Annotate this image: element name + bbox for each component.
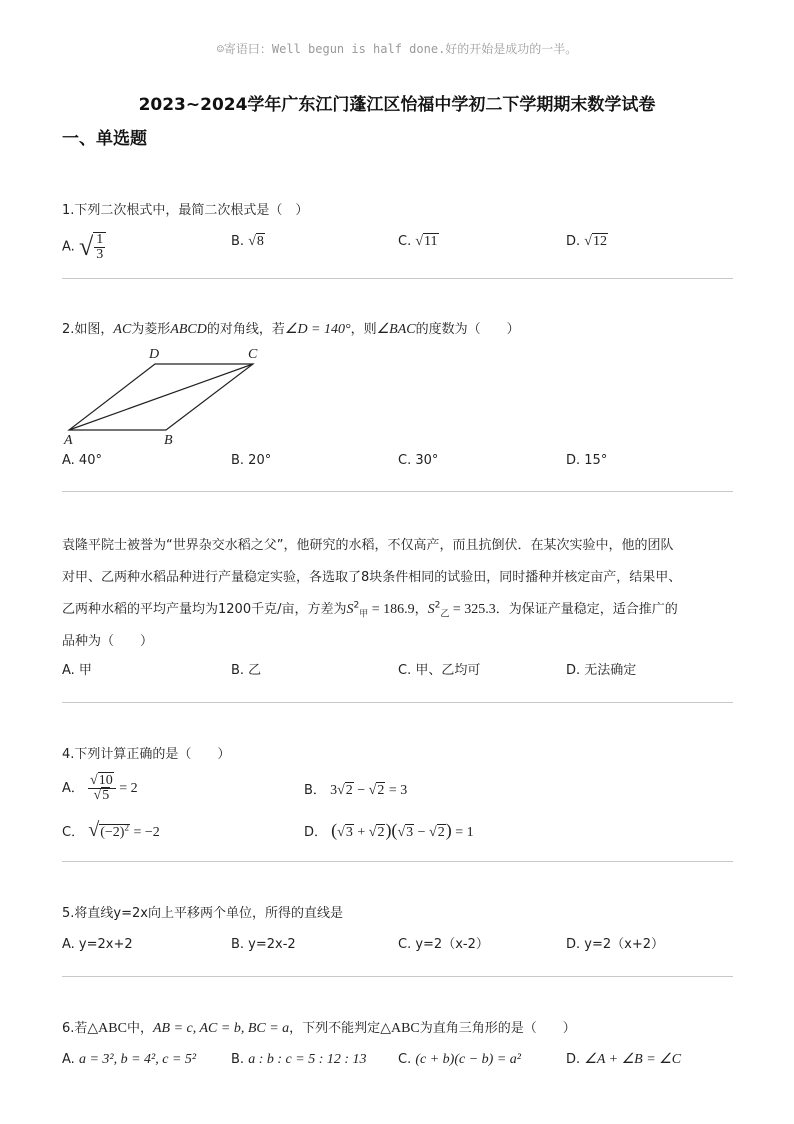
q6-option-b[interactable]: B. a : b : c = 5 : 12 : 13 [231, 1052, 367, 1067]
option-label: B． [304, 783, 326, 798]
option-label: A. [62, 239, 75, 255]
option-label: B. [231, 1052, 245, 1067]
q1-option-c[interactable] [398, 232, 439, 252]
q2-option-b[interactable]: B. 20° [231, 453, 272, 468]
q4-a-fraction: $\frac{√10}{√5}$ [88, 774, 116, 803]
q4-option-a[interactable]: A． $\frac{√10}{√5}$ = 2 [62, 773, 138, 803]
option-label: A． [62, 781, 84, 796]
q3-option-b[interactable]: B. 乙 [231, 663, 262, 678]
vertex-label-a: A [64, 433, 73, 448]
option-label: A. [62, 1052, 75, 1067]
q5-option-d[interactable]: D. y=2（x+2） [566, 937, 664, 952]
q4-option-d[interactable]: D． (√3 + √2)(√3 − √2) = 1 [304, 820, 474, 840]
q2-option-c[interactable]: C. 30° [398, 453, 439, 468]
q6-option-d[interactable]: D. ∠A + ∠B = ∠C [566, 1052, 682, 1067]
divider [62, 278, 733, 279]
exam-title: 2023~2024学年广东江门蓬江区怡福中学初二下学期期末数学试卷 [138, 95, 656, 115]
q3-option-c[interactable]: C. 甲、乙均可 [398, 663, 481, 678]
q1-option-a[interactable] [62, 232, 106, 262]
q1-c-radicand: 11 [424, 234, 438, 249]
divider [62, 976, 733, 977]
q2-stem: 2.如图，AC为菱形ABCD的对角线，若∠D = 140°，则∠BAC的度数为（ ） [62, 322, 520, 337]
option-label: C． [62, 825, 85, 840]
option-label: D. [566, 234, 581, 249]
q3-line-4: 品种为（ ） [62, 634, 154, 649]
q4-option-b[interactable]: B． 3√2 − √2 = 3 [304, 783, 408, 798]
q3-line-2: 对甲、乙两种水稻品种进行产量稳定实验，各选取了8块条件相同的试验田，同时播种并核定亩产，结果甲、 [62, 570, 682, 585]
option-label: B. [231, 234, 245, 249]
q1-b-radicand: 8 [256, 234, 264, 249]
q3-line-3: 乙两种水稻的平均产量均为1200千克/亩，方差为$S^2_甲 = 186.9$，$S^2_乙 = 325.3$．为保证产量稳定，适合推广的 [62, 600, 678, 620]
motto-header: ☺寄语曰：Well begun is half done.好的开始是成功的一半。 [216, 42, 578, 56]
q5-option-b[interactable]: B. y=2x-2 [231, 937, 296, 952]
q3-option-d[interactable]: D. 无法确定 [566, 663, 637, 678]
q5-option-a[interactable]: A. y=2x+2 [62, 937, 133, 952]
sqrt-sign-icon: √ [584, 234, 592, 249]
q1-d-radicand: 12 [592, 234, 607, 249]
option-label: C. [398, 1052, 412, 1067]
q4-stem: 4.下列计算正确的是（ ） [62, 747, 231, 762]
vertex-label-c: C [248, 347, 258, 362]
q3-line-1: 袁隆平院士被誉为“世界杂交水稻之父”，他研究的水稻，不仅高产，而且抗倒伏．在某次实验中，他的团队 [62, 538, 674, 553]
q1-stem: 1.下列二次根式中，最简二次根式是（ ） [62, 203, 309, 218]
divider [62, 861, 733, 862]
divider [62, 702, 733, 703]
rhombus-figure [60, 342, 270, 448]
q1-option-b[interactable] [231, 232, 265, 252]
q6-option-c[interactable]: C. (c + b)(c − b) = a² [398, 1052, 521, 1067]
option-label: D． [304, 825, 328, 840]
q6-option-a[interactable]: A. a = 3², b = 4², c = 5² [62, 1052, 197, 1067]
option-label: C. [398, 234, 412, 249]
vertex-label-d: D [149, 347, 160, 362]
vertex-label-b: B [164, 433, 173, 448]
q1-option-d[interactable] [566, 232, 608, 252]
option-label: D. [566, 1052, 581, 1067]
sqrt-sign-icon: √ [415, 234, 424, 249]
q2-option-d[interactable]: D. 15° [566, 453, 608, 468]
q6-stem: 6.若△ABC中，AB = c, AC = b, BC = a，下列不能判定△ABC为直角三角形的是（ ） [62, 1021, 576, 1036]
q5-stem: 5.将直线y=2x向上平移两个单位，所得的直线是 [62, 906, 343, 921]
q3-option-a[interactable]: A. 甲 [62, 663, 92, 678]
diagonal-ac [69, 364, 253, 430]
q4-option-c[interactable]: C． $√(-2)^2 = -2$ [62, 819, 160, 841]
q1-a-fraction: $\frac{1}{3}$ [93, 232, 106, 262]
section-heading: 一、单选题 [62, 129, 147, 149]
sqrt-sign-icon: √ [248, 234, 256, 249]
q2-option-a[interactable]: A. 40° [62, 453, 102, 468]
q5-option-c[interactable]: C. y=2（x-2） [398, 937, 489, 952]
divider [62, 491, 733, 492]
sqrt-sign-icon: √ [78, 232, 94, 261]
